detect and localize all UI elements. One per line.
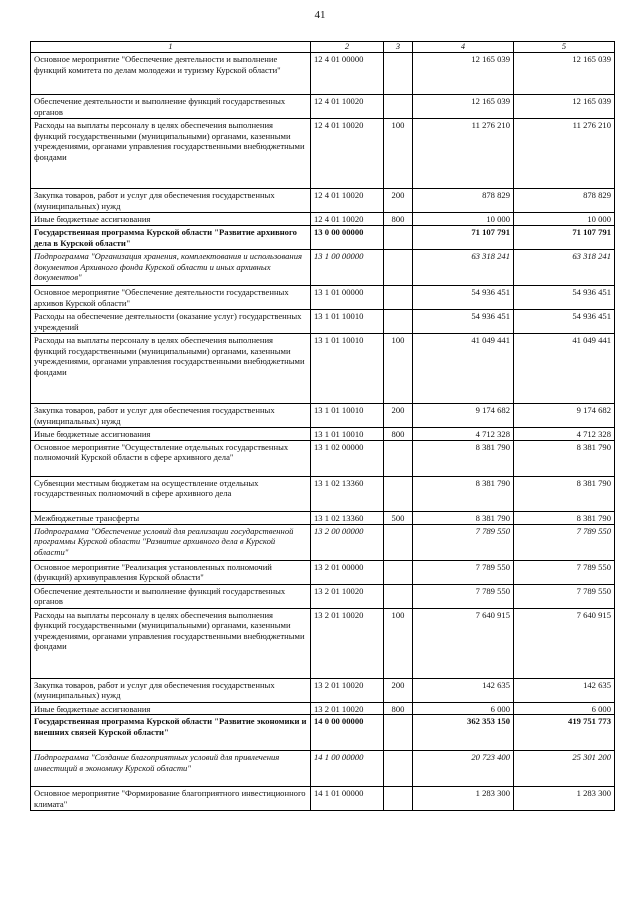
row-group-cell <box>384 250 413 286</box>
row-group-cell <box>384 95 413 119</box>
row-group-cell: 100 <box>384 608 413 678</box>
row-name-cell: Закупка товаров, работ и услуг для обеспечения государственных (муниципальных) нужд <box>31 404 311 428</box>
row-code-cell: 13 2 00 00000 <box>311 524 384 560</box>
row-group-cell <box>384 524 413 560</box>
row-value-1-cell: 9 174 682 <box>413 404 514 428</box>
row-value-1-cell: 41 049 441 <box>413 334 514 404</box>
header-col-3: 3 <box>384 42 413 53</box>
row-name-cell: Иные бюджетные ассигнования <box>31 702 311 715</box>
row-code-cell: 13 1 01 10010 <box>311 334 384 404</box>
row-name-cell: Подпрограмма "Создание благоприятных условий для привлечения инвестиций в экономику Курской области" <box>31 751 311 787</box>
row-value-1-cell: 7 789 550 <box>413 584 514 608</box>
row-name-cell: Расходы на выплаты персоналу в целях обеспечения выполнения функций государственными (муниципальными) органами, казенными учреждениями, органами управления государственными внебюджетными фондами <box>31 334 311 404</box>
row-group-cell <box>384 226 413 250</box>
table-row <box>31 751 615 787</box>
row-name-cell: Основное мероприятие "Обеспечение деятельности и выполнение функций комитета по делам молодежи и туризму Курской области" <box>31 53 311 95</box>
row-name-cell: Субвенции местным бюджетам на осуществление отдельных государственных полномочий в сфере архивного дела <box>31 476 311 511</box>
table-row <box>31 702 615 715</box>
row-name-cell: Государственная программа Курской области "Развитие архивного дела в Курской области" <box>31 226 311 250</box>
row-code-cell: 13 2 01 00000 <box>311 560 384 584</box>
row-name-cell: Закупка товаров, работ и услуг для обеспечения государственных (муниципальных) нужд <box>31 678 311 702</box>
header-col-2: 2 <box>311 42 384 53</box>
row-value-2-cell: 7 640 915 <box>514 608 615 678</box>
row-code-cell: 12 4 01 10020 <box>311 119 384 189</box>
row-group-cell <box>384 440 413 476</box>
row-value-2-cell: 8 381 790 <box>514 476 615 511</box>
table-row <box>31 787 615 811</box>
row-group-cell <box>384 751 413 787</box>
row-value-2-cell: 878 829 <box>514 189 615 213</box>
row-code-cell: 12 4 01 00000 <box>311 53 384 95</box>
row-name-cell: Расходы на выплаты персоналу в целях обеспечения выполнения функций государственными (муниципальными) органами, казенными учреждениями, органами управления государственными внебюджетными фондами <box>31 119 311 189</box>
row-code-cell: 13 0 00 00000 <box>311 226 384 250</box>
row-name-cell: Обеспечение деятельности и выполнение функций государственных органов <box>31 584 311 608</box>
header-col-5: 5 <box>514 42 615 53</box>
row-code-cell: 13 1 01 10010 <box>311 428 384 441</box>
row-code-cell: 13 1 01 10010 <box>311 404 384 428</box>
row-code-cell: 12 4 01 10020 <box>311 189 384 213</box>
row-value-2-cell: 6 000 <box>514 702 615 715</box>
table-row <box>31 584 615 608</box>
row-value-2-cell: 63 318 241 <box>514 250 615 286</box>
table-row <box>31 428 615 441</box>
table-row <box>31 608 615 678</box>
row-group-cell: 100 <box>384 119 413 189</box>
row-value-1-cell: 4 712 328 <box>413 428 514 441</box>
row-value-2-cell: 54 936 451 <box>514 286 615 310</box>
row-name-cell: Иные бюджетные ассигнования <box>31 213 311 226</box>
row-group-cell <box>384 584 413 608</box>
table-row <box>31 226 615 250</box>
row-group-cell: 800 <box>384 428 413 441</box>
row-group-cell: 800 <box>384 213 413 226</box>
row-value-1-cell: 7 640 915 <box>413 608 514 678</box>
row-value-2-cell: 10 000 <box>514 213 615 226</box>
row-value-1-cell: 54 936 451 <box>413 310 514 334</box>
table-row <box>31 560 615 584</box>
row-value-1-cell: 7 789 550 <box>413 524 514 560</box>
row-group-cell <box>384 53 413 95</box>
row-group-cell: 800 <box>384 702 413 715</box>
row-group-cell: 200 <box>384 404 413 428</box>
page-number: 41 <box>314 9 326 21</box>
table-row <box>31 250 615 286</box>
table-row <box>31 678 615 702</box>
row-value-1-cell: 12 165 039 <box>413 95 514 119</box>
row-group-cell: 200 <box>384 189 413 213</box>
row-group-cell <box>384 476 413 511</box>
row-name-cell: Государственная программа Курской области "Развитие экономики и внешних связей Курской области" <box>31 715 311 751</box>
table-row <box>31 310 615 334</box>
header-col-1: 1 <box>31 42 311 53</box>
row-value-2-cell: 12 165 039 <box>514 95 615 119</box>
row-value-2-cell: 7 789 550 <box>514 560 615 584</box>
row-value-2-cell: 8 381 790 <box>514 440 615 476</box>
row-code-cell: 13 1 02 00000 <box>311 440 384 476</box>
row-value-1-cell: 142 635 <box>413 678 514 702</box>
row-value-1-cell: 71 107 791 <box>413 226 514 250</box>
table-row <box>31 511 615 524</box>
row-group-cell <box>384 310 413 334</box>
row-code-cell: 13 2 01 10020 <box>311 678 384 702</box>
row-group-cell <box>384 560 413 584</box>
row-value-1-cell: 11 276 210 <box>413 119 514 189</box>
budget-table <box>30 41 615 811</box>
row-value-1-cell: 12 165 039 <box>413 53 514 95</box>
table-row <box>31 213 615 226</box>
table-header-row <box>31 42 615 53</box>
row-code-cell: 12 4 01 10020 <box>311 213 384 226</box>
row-value-2-cell: 4 712 328 <box>514 428 615 441</box>
table-row <box>31 53 615 95</box>
table-row <box>31 404 615 428</box>
row-group-cell <box>384 787 413 811</box>
row-code-cell: 13 1 01 00000 <box>311 286 384 310</box>
row-code-cell: 14 1 00 00000 <box>311 751 384 787</box>
row-code-cell: 14 0 00 00000 <box>311 715 384 751</box>
row-value-1-cell: 878 829 <box>413 189 514 213</box>
row-code-cell: 13 1 01 10010 <box>311 310 384 334</box>
row-name-cell: Закупка товаров, работ и услуг для обеспечения государственных (муниципальных) нужд <box>31 189 311 213</box>
row-value-2-cell: 7 789 550 <box>514 584 615 608</box>
row-value-2-cell: 1 283 300 <box>514 787 615 811</box>
row-code-cell: 14 1 01 00000 <box>311 787 384 811</box>
row-value-1-cell: 6 000 <box>413 702 514 715</box>
table-row <box>31 334 615 404</box>
row-name-cell: Обеспечение деятельности и выполнение функций государственных органов <box>31 95 311 119</box>
table-row <box>31 440 615 476</box>
row-value-2-cell: 11 276 210 <box>514 119 615 189</box>
row-code-cell: 13 2 01 10020 <box>311 584 384 608</box>
row-value-2-cell: 41 049 441 <box>514 334 615 404</box>
row-group-cell <box>384 286 413 310</box>
table-row <box>31 715 615 751</box>
row-name-cell: Подпрограмма "Организация хранения, комплектования и использования документов Архивного фонда Курской области и иных архивных документов" <box>31 250 311 286</box>
row-value-2-cell: 12 165 039 <box>514 53 615 95</box>
row-value-1-cell: 8 381 790 <box>413 440 514 476</box>
row-name-cell: Расходы на обеспечение деятельности (оказание услуг) государственных учреждений <box>31 310 311 334</box>
row-code-cell: 13 2 01 10020 <box>311 702 384 715</box>
row-value-2-cell: 7 789 550 <box>514 524 615 560</box>
row-group-cell: 500 <box>384 511 413 524</box>
row-name-cell: Иные бюджетные ассигнования <box>31 428 311 441</box>
row-name-cell: Основное мероприятие "Формирование благоприятного инвестиционного климата" <box>31 787 311 811</box>
row-value-1-cell: 63 318 241 <box>413 250 514 286</box>
row-value-1-cell: 8 381 790 <box>413 511 514 524</box>
row-code-cell: 12 4 01 10020 <box>311 95 384 119</box>
row-value-2-cell: 71 107 791 <box>514 226 615 250</box>
row-code-cell: 13 1 00 00000 <box>311 250 384 286</box>
table-row <box>31 286 615 310</box>
table-row <box>31 189 615 213</box>
row-name-cell: Основное мероприятие "Осуществление отдельных государственных полномочий Курской области в сфере архивного дела" <box>31 440 311 476</box>
row-value-1-cell: 362 353 150 <box>413 715 514 751</box>
row-code-cell: 13 1 02 13360 <box>311 511 384 524</box>
row-name-cell: Основное мероприятие "Реализация установленных полномочий (функций) архивуправления Курской области" <box>31 560 311 584</box>
row-group-cell: 200 <box>384 678 413 702</box>
row-value-2-cell: 54 936 451 <box>514 310 615 334</box>
row-value-2-cell: 142 635 <box>514 678 615 702</box>
row-group-cell: 100 <box>384 334 413 404</box>
table-row <box>31 95 615 119</box>
row-value-1-cell: 54 936 451 <box>413 286 514 310</box>
row-value-1-cell: 7 789 550 <box>413 560 514 584</box>
row-name-cell: Подпрограмма "Обеспечение условий для реализации государственной программы Курской области "Развитие архивного дела в Курской области" <box>31 524 311 560</box>
row-value-2-cell: 419 751 773 <box>514 715 615 751</box>
row-value-2-cell: 8 381 790 <box>514 511 615 524</box>
table-row <box>31 476 615 511</box>
row-code-cell: 13 2 01 10020 <box>311 608 384 678</box>
row-value-2-cell: 25 301 200 <box>514 751 615 787</box>
table-row <box>31 119 615 189</box>
row-name-cell: Основное мероприятие "Обеспечение деятельности государственных архивов Курской области" <box>31 286 311 310</box>
table-row <box>31 524 615 560</box>
row-value-1-cell: 10 000 <box>413 213 514 226</box>
row-value-2-cell: 9 174 682 <box>514 404 615 428</box>
row-name-cell: Расходы на выплаты персоналу в целях обеспечения выполнения функций государственными (муниципальными) органами, казенными учреждениями, органами управления государственными внебюджетными фондами <box>31 608 311 678</box>
row-code-cell: 13 1 02 13360 <box>311 476 384 511</box>
row-value-1-cell: 20 723 400 <box>413 751 514 787</box>
row-value-1-cell: 8 381 790 <box>413 476 514 511</box>
row-value-1-cell: 1 283 300 <box>413 787 514 811</box>
row-group-cell <box>384 715 413 751</box>
row-name-cell: Межбюджетные трансферты <box>31 511 311 524</box>
header-col-4: 4 <box>413 42 514 53</box>
